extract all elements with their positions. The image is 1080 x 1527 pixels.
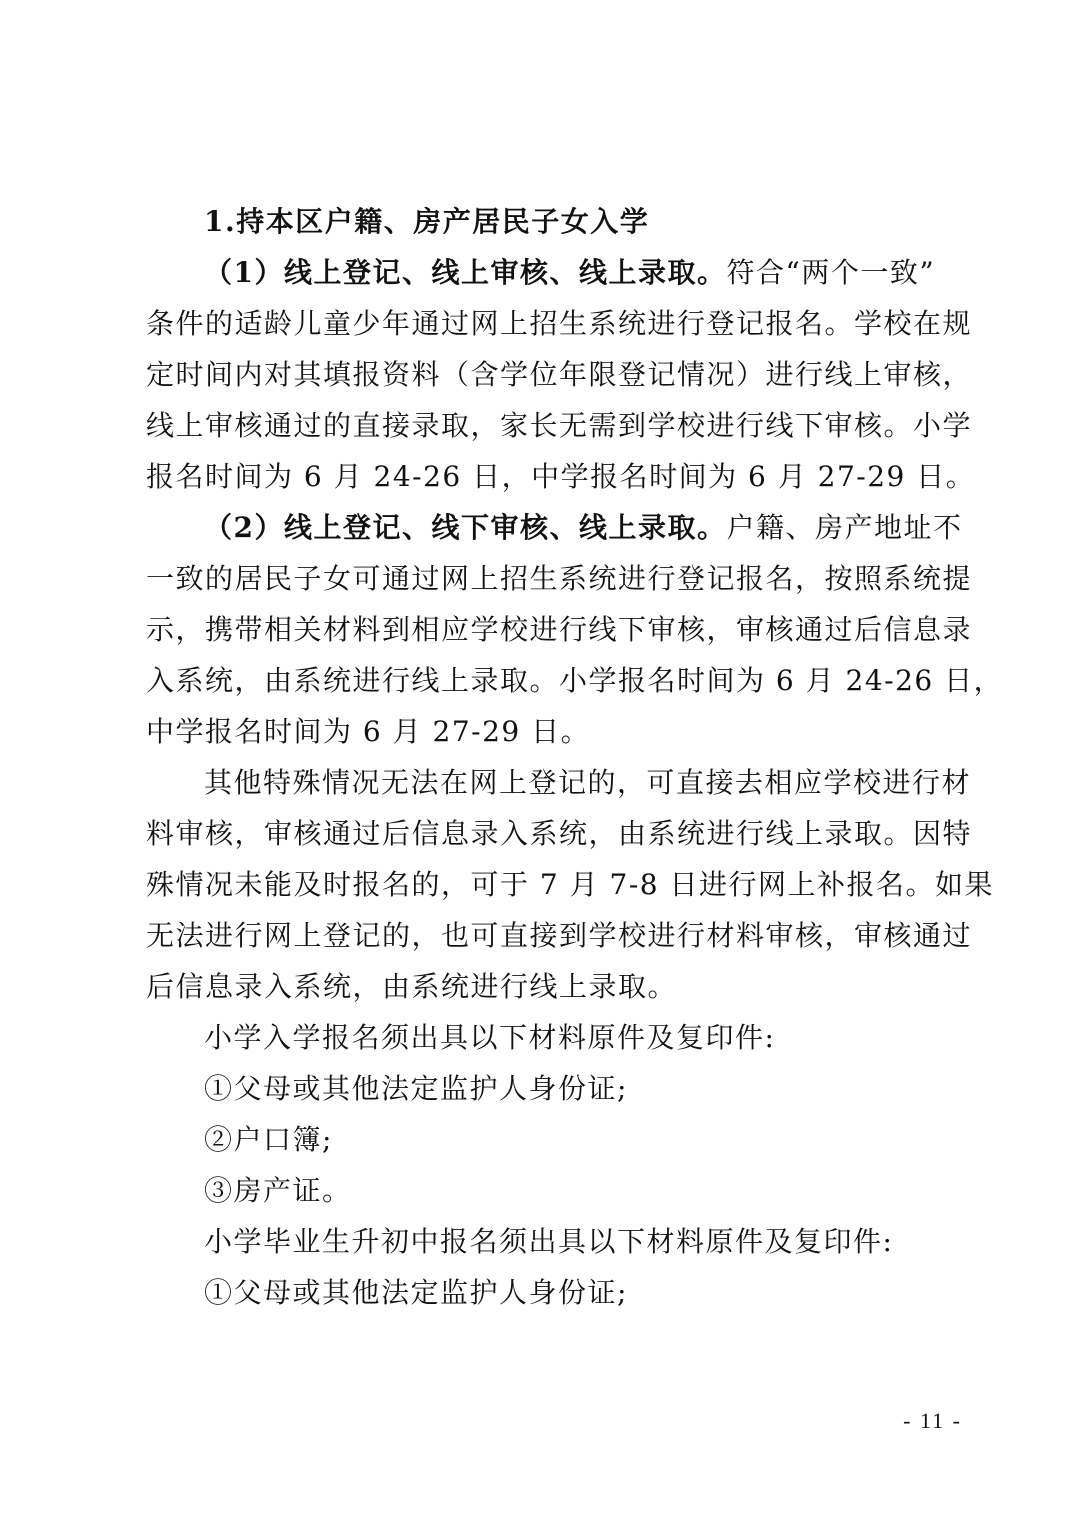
paragraph-2-line-5: 中学报名时间为 6 月 27-29 日。 [146,715,591,748]
middle-materials-intro: 小学毕业生升初中报名须出具以下材料原件及复印件: [204,1225,894,1258]
paragraph-1-line-1 [146,247,958,298]
paragraph-1-line-3: 定时间内对其填报资料（含学位年限登记情况）进行线上审核， [146,358,973,391]
document-body [146,196,1004,1318]
paragraph-3-line-3: 殊情况未能及时报名的，可于 7 月 7-8 日进行网上补报名。如果 [146,868,995,901]
paragraph-1-line-5: 报名时间为 6 月 24-26 日，中学报名时间为 6 月 27-29 日。 [146,460,976,493]
page-number: - 11 - [903,1408,962,1433]
paragraph-2-bold-lead: （2）线上登记、线下审核、线上录取。 [204,511,727,544]
section-heading: 1.持本区户籍、房产居民子女入学 [204,205,650,238]
paragraph-3-line-2: 料审核，审核通过后信息录入系统，由系统进行线上录取。因特 [146,817,973,850]
paragraph-2-line-4: 入系统，由系统进行线上录取。小学报名时间为 6 月 24-26 日， [146,664,1004,697]
primary-materials-item: ①父母或其他法定监护人身份证; [204,1072,628,1105]
paragraph-3-line-5: 后信息录入系统，由系统进行线上录取。 [146,970,678,1003]
primary-materials-intro: 小学入学报名须出具以下材料原件及复印件: [204,1021,776,1054]
paragraph-2-line-1 [146,502,963,553]
paragraph-1-bold-lead: （1）线上登记、线上审核、线上录取。 [204,256,727,289]
paragraph-1-text: 符合“两个一致” [726,256,936,289]
paragraph-2-line-2: 一致的居民子女可通过网上招生系统进行登记报名，按照系统提 [146,562,973,595]
paragraph-3-line-1: 其他特殊情况无法在网上登记的，可直接去相应学校进行材 [204,766,972,799]
paragraph-3-line-4: 无法进行网上登记的，也可直接到学校进行材料审核，审核通过 [146,919,973,952]
paragraph-1-line-4: 线上审核通过的直接录取，家长无需到学校进行线下审核。小学 [146,409,973,442]
middle-materials-item: ①父母或其他法定监护人身份证; [204,1276,628,1309]
primary-materials-item: ②户口簿; [204,1123,333,1156]
paragraph-2-line-3: 示，携带相关材料到相应学校进行线下审核，审核通过后信息录 [146,613,973,646]
paragraph-2-text: 户籍、房产地址不 [726,511,963,544]
primary-materials-item: ③房产证。 [204,1174,352,1207]
paragraph-1-line-2: 条件的适龄儿童少年通过网上招生系统进行登记报名。学校在规 [146,307,973,340]
